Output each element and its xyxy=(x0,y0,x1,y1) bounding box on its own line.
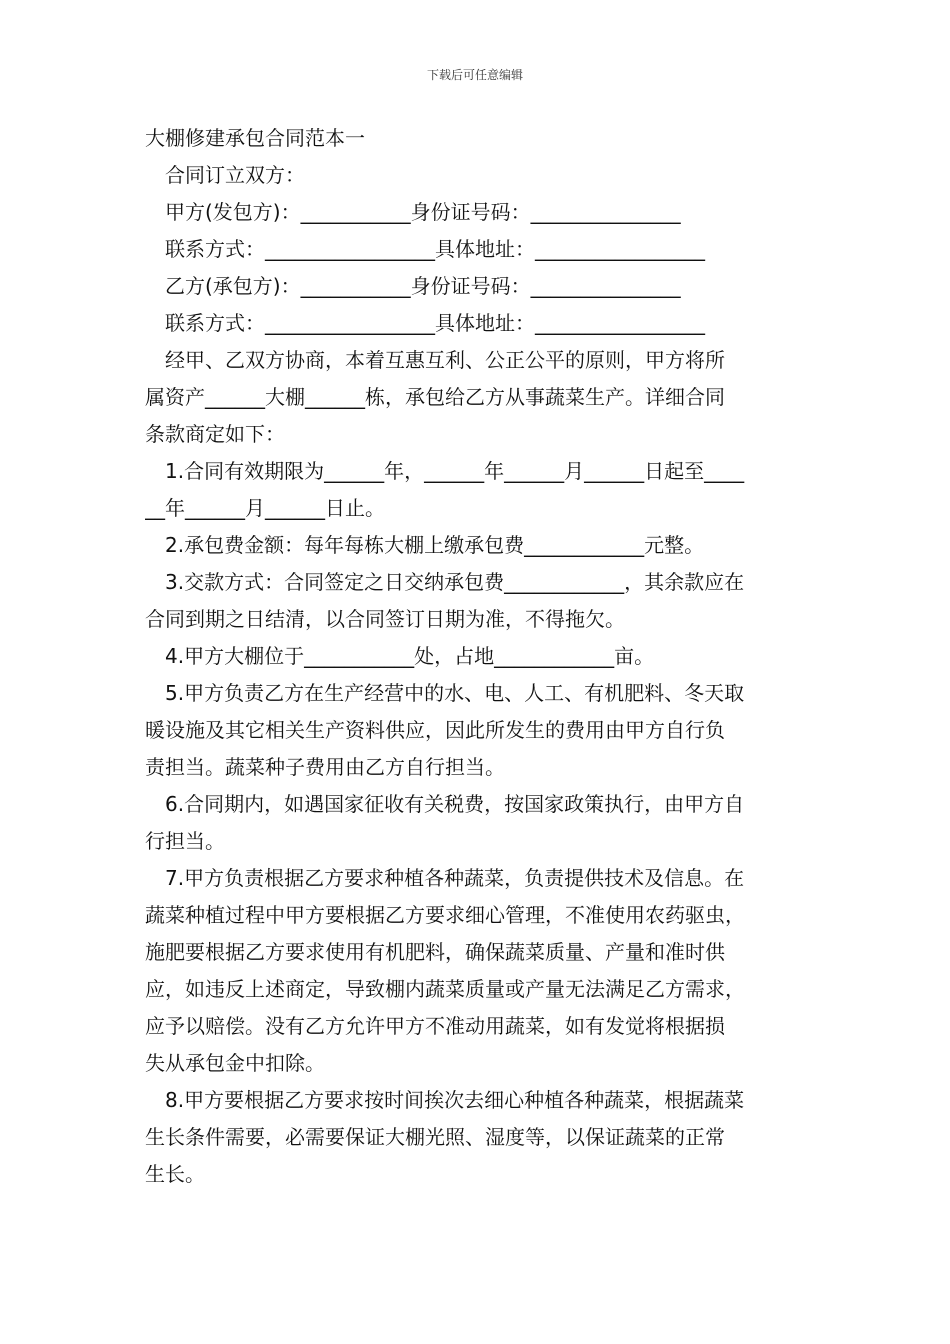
party-b-contact-line: 联系方式：_________________具体地址：_________________ xyxy=(165,311,705,335)
clause-6-line: 6.合同期内，如遇国家征收有关税费，按国家政策执行，由甲方自 xyxy=(165,792,745,816)
clause-7-line: 7.甲方负责根据乙方要求种植各种蔬菜，负责提供技术及信息。在 xyxy=(165,866,745,890)
clause-7-line: 应，如违反上述商定，导致棚内蔬菜质量或产量无法满足乙方需求， xyxy=(145,977,745,1001)
clause-5-line: 5.甲方负责乙方在生产经营中的水、电、人工、有机肥料、冬天取 xyxy=(165,681,745,705)
clause-6-line: 行担当。 xyxy=(145,829,225,853)
clause-2-line: 2.承包费金额：每年每栋大棚上缴承包费____________元整。 xyxy=(165,533,705,557)
document-title: 大棚修建承包合同范本一 xyxy=(145,126,365,150)
clause-5-line: 暖设施及其它相关生产资料供应，因此所发生的费用由甲方自行负 xyxy=(145,718,725,742)
clause-7-line: 应予以赔偿。没有乙方允许甲方不准动用蔬菜，如有发觉将根据损 xyxy=(145,1014,725,1038)
party-b-line: 乙方(承包方)：___________身份证号码：_______________ xyxy=(165,274,681,298)
party-a-line: 甲方(发包方)：___________身份证号码：_______________ xyxy=(165,200,681,224)
paragraph-intro-line: 条款商定如下： xyxy=(145,422,285,446)
paragraph-intro-line: 经甲、乙双方协商，本着互惠互利、公正公平的原则，甲方将所 xyxy=(165,348,725,372)
clause-3-line: 合同到期之日结清，以合同签订日期为准，不得拖欠。 xyxy=(145,607,625,631)
clause-1-line: 1.合同有效期限为______年，______年______月______日起至____ xyxy=(165,459,745,483)
page-header: 下载后可任意编辑 xyxy=(426,68,523,82)
clause-8-line: 生长。 xyxy=(145,1162,205,1186)
clause-7-line: 施肥要根据乙方要求使用有机肥料，确保蔬菜质量、产量和准时供 xyxy=(145,940,725,964)
document-body xyxy=(145,120,813,1193)
paragraph-intro-line: 属资产______大棚______栋，承包给乙方从事蔬菜生产。详细合同 xyxy=(145,385,725,409)
clause-4-line: 4.甲方大棚位于___________处，占地____________亩。 xyxy=(165,644,655,668)
clause-7-line: 失从承包金中扣除。 xyxy=(145,1051,325,1075)
clause-7-line: 蔬菜种植过程中甲方要根据乙方要求细心管理，不准使用农药驱虫， xyxy=(145,903,745,927)
party-a-contact-line: 联系方式：_________________具体地址：_________________ xyxy=(165,237,705,261)
clause-8-line: 生长条件需要，必需要保证大棚光照、湿度等，以保证蔬菜的正常 xyxy=(145,1125,725,1149)
clause-3-line: 3.交款方式：合同签定之日交纳承包费____________，其余款应在 xyxy=(165,570,745,594)
clause-1-line: __年______月______日止。 xyxy=(145,496,385,520)
text-line: 合同订立双方： xyxy=(165,163,305,187)
clause-8-line: 8.甲方要根据乙方要求按时间挨次去细心种植各种蔬菜，根据蔬菜 xyxy=(165,1088,745,1112)
clause-5-line: 责担当。蔬菜种子费用由乙方自行担当。 xyxy=(145,755,505,779)
